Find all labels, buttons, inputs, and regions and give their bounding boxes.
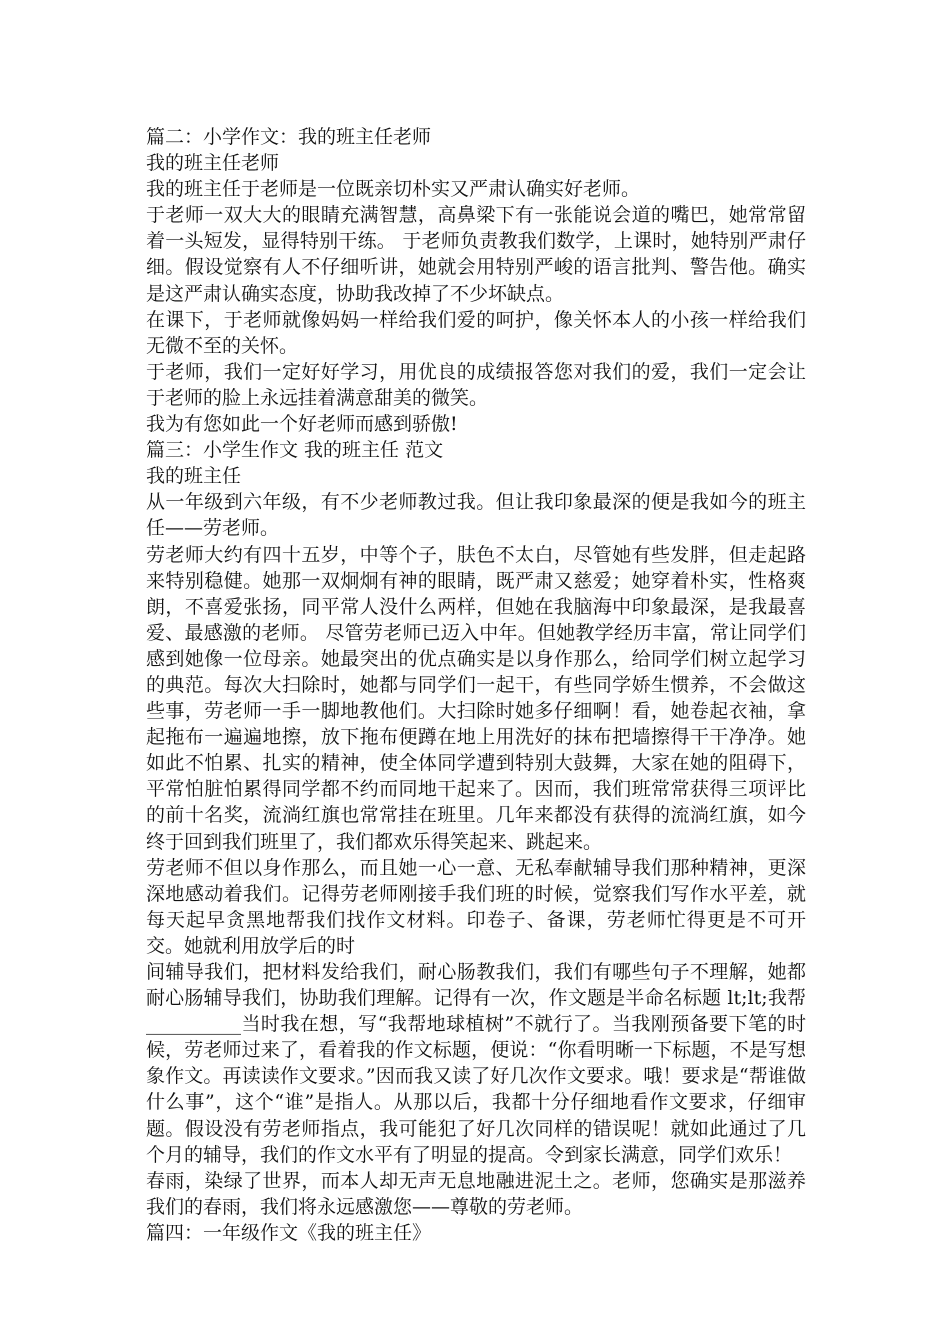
paragraph: 劳老师大约有四十五岁，中等个子，肤色不太白，尽管她有些发胖，但走起路来特别稳健。她那一双炯炯有神的眼睛，既严肃又慈爱；她穿着朴实，性格爽朗，不喜爱张扬，同平常人没什么两样，但她在我脑海中印象最深，是我最喜爱、最感激的老师。 尽管劳老师已迈入中年。但她教学经历丰富，常让同学们感到她像一位母亲。她最突出的优点确实是以身作那么，给同学们树立起学习的典范。每次大扫除时，她都与同学们一起干，有些同学娇生惯养，不会做这些事，劳老师一手一脚地教他们。大扫除时她多仔细啊！看，她卷起衣袖，拿起拖布一遍遍地擦，放下拖布便蹲在地上用洗好的抹布把墙擦得干干净净。她如此不怕累、扎实的精神，使全体同学遭到特别大鼓舞，大家在她的阻碍下，平常怕脏怕累得同学都不约而同地干起来了。因而，我们班常常获得三项评比的前十名奖，流淌红旗也常常挂在班里。几年来都没有获得的流淌红旗，如今终于回到我们班里了，我们都欢乐得笑起来、跳起来。 xyxy=(146,543,806,853)
article-title: 我的班主任 xyxy=(146,465,242,488)
section-heading-3: 篇三：小学生作文 我的班主任 范文 xyxy=(146,439,444,462)
section-heading-4: 篇四：一年级作文《我的班主任》 xyxy=(146,1221,432,1244)
document-body xyxy=(146,124,806,1246)
paragraph: 于老师，我们一定好好学习，用优良的成绩报答您对我们的爱，我们一定会让于老师的脸上永远挂着满意甜美的微笑。 xyxy=(146,360,806,409)
paragraph: 间辅导我们，把材料发给我们，耐心肠教我们，我们有哪些句子不理解，她都耐心肠辅导我们，协助我们理解。记得有一次，作文题是半命名标题 lt;lt;我帮__________当时我在想，写“我帮地球植树”不就行了。当我刚预备要下笔的时候，劳老师过来了，看着我的作文标题，便说：“你看明晰一下标题，不是写想象作文。再读读作文要求。”因而我又读了好几次作文要求。哦！要求是“帮谁做什么事”，这个“谁”是指人。从那以后，我都十分仔细地看作文要求，仔细审题。假设没有劳老师指点，我可能犯了好几次同样的错误呢！就如此通过了几个月的辅导，我们的作文水平有了明显的提高。令到家长满意，同学们欢乐！ xyxy=(146,961,806,1166)
paragraph: 在课下，于老师就像妈妈一样给我们爱的呵护，像关怀本人的小孩一样给我们无微不至的关怀。 xyxy=(146,308,806,357)
article-title: 我的班主任老师 xyxy=(146,152,280,175)
paragraph: 从一年级到六年级，有不少老师教过我。但让我印象最深的便是我如今的班主任——劳老师。 xyxy=(146,491,806,540)
paragraph: 我为有您如此一个好老师而感到骄傲! xyxy=(146,413,458,436)
paragraph: 春雨，染绿了世界，而本人却无声无息地融进泥土之。老师，您确实是那滋养我们的春雨，我们将永远感激您——尊敬的劳老师。 xyxy=(146,1169,806,1218)
section-heading-2: 篇二：小学作文：我的班主任老师 xyxy=(146,126,432,148)
paragraph: 劳老师不但以身作那么，而且她一心一意、无私奉献辅导我们那种精神，更深深地感动着我们。记得劳老师刚接手我们班的时候，觉察我们写作水平差，就每天起早贪黑地帮我们找作文材料。印卷子、备课，劳老师忙得更是不可开交。她就利用放学后的时 xyxy=(146,856,806,957)
paragraph: 我的班主任于老师是一位既亲切朴实又严肃认确实好老师。 xyxy=(146,178,641,201)
paragraph: 于老师一双大大的眼睛充满智慧，高鼻梁下有一张能说会道的嘴巴，她常常留着一头短发，显得特别干练。 于老师负责教我们数学，上课时，她特别严肃仔细。假设觉察有人不仔细听讲，她就会用特别严峻的语言批判、警告他。确实是这严肃认确实态度，协助我改掉了不少坏缺点。 xyxy=(146,204,806,305)
